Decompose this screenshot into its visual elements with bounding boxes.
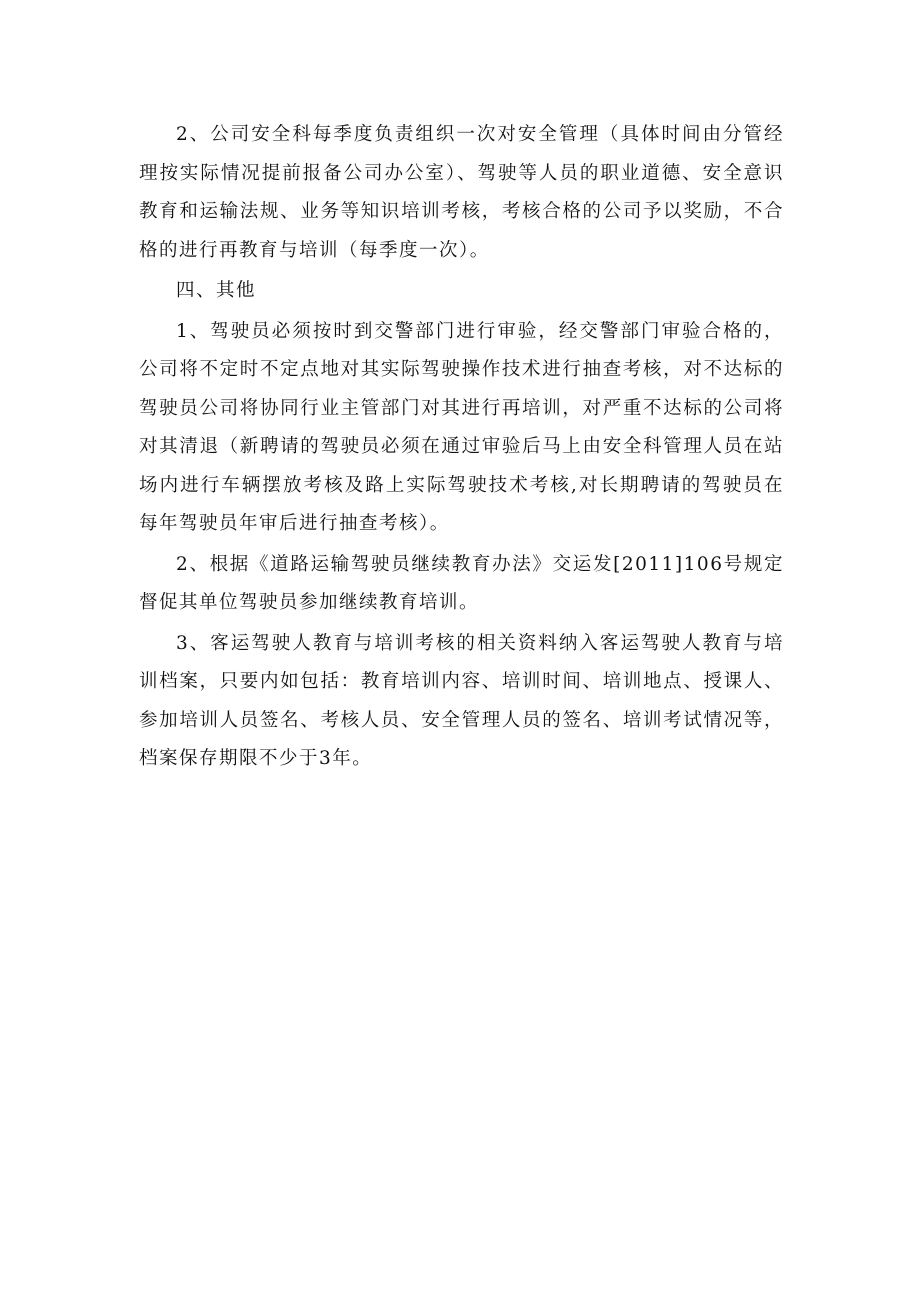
paragraph-training-records: 3、客运驾驶人教育与培训考核的相关资料纳入客运驾驶人教育与培训档案，只要内如包括：教育培训内容、培训时间、培训地点、授课人、参加培训人员签名、考核人员、安全管理人员的签名、培训考试情况等，档案保存期限不少于3年。: [139, 632, 784, 769]
paragraph-training-assessment: 2、公司安全科每季度负责组织一次对安全管理（具体时间由分管经理按实际情况提前报备公司办公室）、驾驶等人员的职业道德、安全意识教育和运输法规、业务等知识培训考核，考核合格的公司予以奖励，不合格的进行再教育与培训（每季度一次）。: [139, 124, 784, 261]
document-body: [139, 116, 784, 779]
section-heading-other: 四、其他: [176, 280, 257, 301]
paragraph-driver-review: 1、驾驶员必须按时到交警部门进行审验，经交警部门审验合格的，公司将不定时不定点地对其实际驾驶操作技术进行抽查考核，对不达标的驾驶员公司将协同行业主管部门对其进行再培训，对严重不达标的公司将对其清退（新聘请的驾驶员必须在通过审验后马上由安全科管理人员在站场内进行车辆摆放考核及路上实际驾驶技术考核,对长期聘请的驾驶员在每年驾驶员年审后进行抽查考核）。: [139, 320, 784, 534]
paragraph-continuing-education: 2、根据《道路运输驾驶员继续教育办法》交运发[2011]106号规定督促其单位驾驶员参加继续教育培训。: [139, 553, 784, 613]
